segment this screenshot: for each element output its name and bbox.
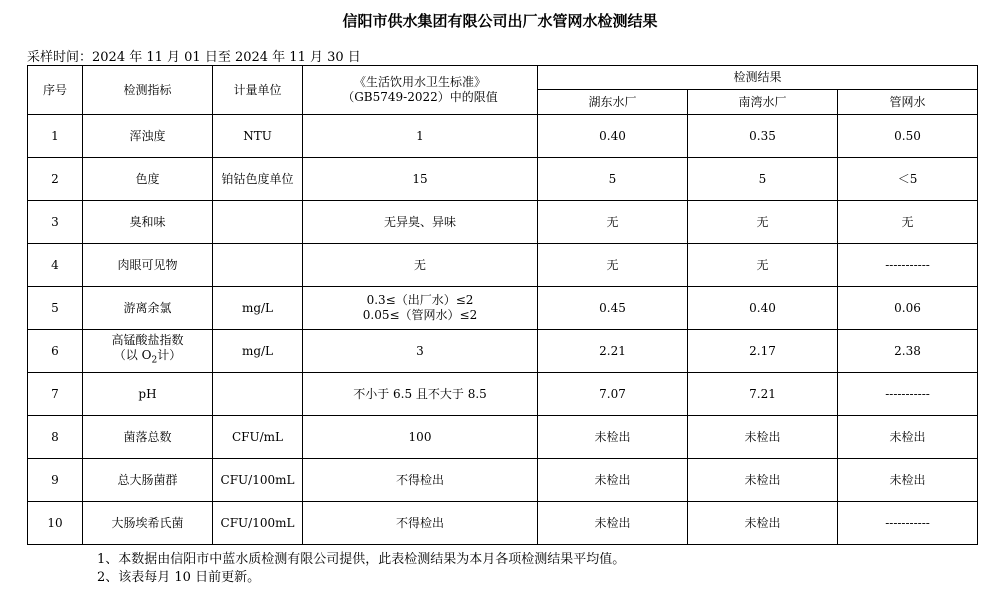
cell-no: 6 bbox=[28, 330, 83, 373]
cell-nanwan: 无 bbox=[688, 244, 838, 287]
cell-hudong: 未检出 bbox=[538, 416, 688, 459]
header-site-nanwan: 南湾水厂 bbox=[688, 90, 838, 115]
sampling-period: 采样时间：2024 年 11 月 01 日至 2024 年 11 月 30 日 bbox=[27, 50, 361, 65]
cell-nanwan: 0.40 bbox=[688, 287, 838, 330]
cell-no: 7 bbox=[28, 373, 83, 416]
cell-limit-line2: 0.05≤（管网水）≤2 bbox=[362, 308, 478, 322]
cell-nanwan: 未检出 bbox=[688, 502, 838, 545]
cell-hudong: 未检出 bbox=[538, 459, 688, 502]
table-row bbox=[28, 287, 978, 330]
table-row bbox=[28, 330, 978, 373]
table-row bbox=[28, 201, 978, 244]
cell-no: 3 bbox=[28, 201, 83, 244]
cell-unit: mg/L bbox=[213, 330, 303, 373]
cell-hudong: 无 bbox=[538, 244, 688, 287]
cell-no: 1 bbox=[28, 115, 83, 158]
cell-indicator: 游离余氯 bbox=[83, 287, 213, 330]
indicator-line2-pre: （以 O bbox=[113, 348, 152, 363]
cell-hudong: 5 bbox=[538, 158, 688, 201]
cell-no: 8 bbox=[28, 416, 83, 459]
cell-nanwan: 7.21 bbox=[688, 373, 838, 416]
results-table bbox=[27, 65, 978, 545]
cell-unit: NTU bbox=[213, 115, 303, 158]
cell-indicator: 肉眼可见物 bbox=[83, 244, 213, 287]
cell-unit: CFU/100mL bbox=[213, 502, 303, 545]
cell-indicator: 菌落总数 bbox=[83, 416, 213, 459]
cell-limit: 100 bbox=[303, 416, 538, 459]
header-limit-line1: 《生活饮用水卫生标准》 bbox=[353, 75, 486, 89]
cell-no: 4 bbox=[28, 244, 83, 287]
cell-nanwan: 0.35 bbox=[688, 115, 838, 158]
cell-no: 2 bbox=[28, 158, 83, 201]
cell-unit bbox=[213, 244, 303, 287]
cell-network: 未检出 bbox=[838, 416, 978, 459]
indicator-line2-post: 计） bbox=[157, 348, 182, 363]
header-unit: 计量单位 bbox=[213, 66, 303, 115]
cell-indicator: pH bbox=[83, 373, 213, 416]
cell-indicator bbox=[83, 330, 213, 373]
cell-unit bbox=[213, 201, 303, 244]
cell-indicator: 浑浊度 bbox=[83, 115, 213, 158]
cell-unit bbox=[213, 373, 303, 416]
cell-indicator: 总大肠菌群 bbox=[83, 459, 213, 502]
cell-network: ----------- bbox=[838, 373, 978, 416]
cell-network: 未检出 bbox=[838, 459, 978, 502]
cell-network: 0.06 bbox=[838, 287, 978, 330]
cell-network: 无 bbox=[838, 201, 978, 244]
header-results: 检测结果 bbox=[538, 66, 978, 90]
cell-limit: 无 bbox=[303, 244, 538, 287]
cell-hudong: 0.45 bbox=[538, 287, 688, 330]
cell-unit: mg/L bbox=[213, 287, 303, 330]
cell-nanwan: 无 bbox=[688, 201, 838, 244]
cell-limit bbox=[303, 287, 538, 330]
table-row bbox=[28, 244, 978, 287]
header-indicator: 检测指标 bbox=[83, 66, 213, 115]
subscript-2: 2 bbox=[151, 355, 158, 366]
table-row bbox=[28, 158, 978, 201]
cell-no: 9 bbox=[28, 459, 83, 502]
cell-nanwan: 2.17 bbox=[688, 330, 838, 373]
cell-limit: 不得检出 bbox=[303, 459, 538, 502]
cell-limit: 无异臭、异味 bbox=[303, 201, 538, 244]
header-site-hudong: 湖东水厂 bbox=[538, 90, 688, 115]
cell-unit: CFU/mL bbox=[213, 416, 303, 459]
cell-hudong: 未检出 bbox=[538, 502, 688, 545]
cell-no: 5 bbox=[28, 287, 83, 330]
table-row bbox=[28, 373, 978, 416]
cell-hudong: 2.21 bbox=[538, 330, 688, 373]
cell-nanwan: 未检出 bbox=[688, 459, 838, 502]
cell-limit-line1: 0.3≤（出厂水）≤2 bbox=[366, 293, 474, 307]
header-limit bbox=[303, 66, 538, 115]
footnote-item: 1、本数据由信阳市中蓝水质检测有限公司提供，此表检测结果为本月各项检测结果平均值。 bbox=[97, 552, 626, 567]
cell-nanwan: 5 bbox=[688, 158, 838, 201]
cell-limit: 不得检出 bbox=[303, 502, 538, 545]
cell-hudong: 7.07 bbox=[538, 373, 688, 416]
cell-indicator: 臭和味 bbox=[83, 201, 213, 244]
cell-indicator-line2 bbox=[83, 348, 212, 368]
cell-nanwan: 未检出 bbox=[688, 416, 838, 459]
cell-hudong: 0.40 bbox=[538, 115, 688, 158]
cell-hudong: 无 bbox=[538, 201, 688, 244]
cell-network: 0.50 bbox=[838, 115, 978, 158]
cell-indicator: 大肠埃希氏菌 bbox=[83, 502, 213, 545]
cell-network: ＜5 bbox=[838, 158, 978, 201]
table-row bbox=[28, 416, 978, 459]
cell-indicator: 色度 bbox=[83, 158, 213, 201]
cell-indicator-line1: 高锰酸盐指数 bbox=[111, 333, 184, 348]
cell-limit: 15 bbox=[303, 158, 538, 201]
cell-limit: 3 bbox=[303, 330, 538, 373]
cell-limit: 不小于 6.5 且不大于 8.5 bbox=[303, 373, 538, 416]
header-limit-line2: （GB5749-2022）中的限值 bbox=[342, 90, 498, 104]
cell-unit: CFU/100mL bbox=[213, 459, 303, 502]
table-row bbox=[28, 459, 978, 502]
cell-unit: 铂钴色度单位 bbox=[213, 158, 303, 201]
footnotes bbox=[97, 551, 625, 587]
cell-no: 10 bbox=[28, 502, 83, 545]
cell-limit: 1 bbox=[303, 115, 538, 158]
header-no: 序号 bbox=[28, 66, 83, 115]
page-title: 信阳市供水集团有限公司出厂水管网水检测结果 bbox=[342, 12, 658, 30]
table-row bbox=[28, 502, 978, 545]
header-site-network: 管网水 bbox=[838, 90, 978, 115]
cell-network: 2.38 bbox=[838, 330, 978, 373]
table-row bbox=[28, 115, 978, 158]
cell-network: ----------- bbox=[838, 502, 978, 545]
footnote-item: 2、该表每月 10 日前更新。 bbox=[97, 570, 261, 585]
cell-network: ----------- bbox=[838, 244, 978, 287]
